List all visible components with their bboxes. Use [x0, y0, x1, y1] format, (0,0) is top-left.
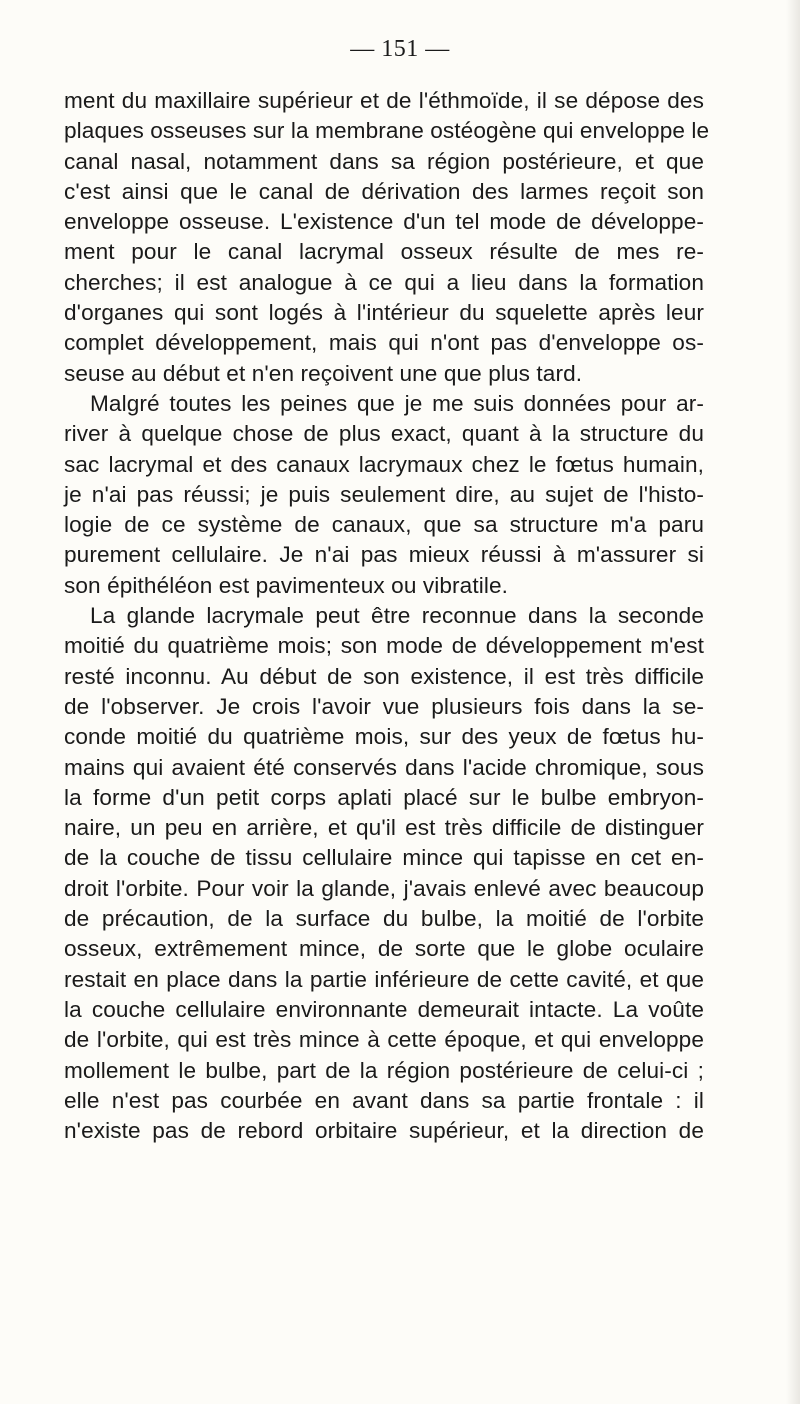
text-line: resté inconnu. Au début de son existence, il est très difficile	[64, 663, 704, 689]
text-line: je n'ai pas réussi; je puis seulement dire, au sujet de l'histo-	[64, 481, 704, 507]
text-line: complet développement, mais qui n'ont pas d'enveloppe os-	[64, 330, 704, 356]
text-line: droit l'orbite. Pour voir la glande, j'avais enlevé avec beaucoup	[64, 875, 704, 901]
text-line: La glande lacrymale peut être reconnue dans la seconde	[90, 603, 704, 629]
body-text	[64, 86, 710, 1146]
page-number: — 151 —	[350, 36, 450, 62]
text-line: purement cellulaire. Je n'ai pas mieux réussi à m'assurer si	[64, 542, 704, 568]
text-line: naire, un peu en arrière, et qu'il est très difficile de distinguer	[64, 815, 704, 841]
text-line: plaques osseuses sur la membrane ostéogène qui enveloppe le	[64, 118, 710, 144]
text-line: d'organes qui sont logés à l'intérieur du squelette après leur	[64, 300, 704, 326]
text-line: elle n'est pas courbée en avant dans sa partie frontale : il	[64, 1087, 704, 1113]
text-line: mollement le bulbe, part de la région postérieure de celui-ci ;	[64, 1057, 704, 1083]
text-line: enveloppe osseuse. L'existence d'un tel mode de développe-	[64, 209, 704, 235]
text-line: de l'observer. Je crois l'avoir vue plusieurs fois dans la se-	[64, 693, 704, 719]
text-line: canal nasal, notamment dans sa région postérieure, et que	[64, 148, 704, 174]
text-line: la couche cellulaire environnante demeurait intacte. La voûte	[64, 996, 704, 1022]
text-line: logie de ce système de canaux, que sa structure m'a paru	[64, 512, 704, 538]
text-line: n'existe pas de rebord orbitaire supérieur, et la direction de	[64, 1118, 704, 1144]
text-line: c'est ainsi que le canal de dérivation des larmes reçoit son	[64, 178, 704, 204]
text-line: seuse au début et n'en reçoivent une que plus tard.	[64, 360, 583, 386]
text-line: sac lacrymal et des canaux lacrymaux chez le fœtus humain,	[64, 451, 704, 477]
text-line: ment du maxillaire supérieur et de l'éthmoïde, il se dépose des	[64, 88, 704, 113]
text-line: cherches; il est analogue à ce qui a lieu dans la formation	[64, 269, 704, 295]
text-line: restait en place dans la partie inférieure de cette cavité, et que	[64, 966, 704, 992]
text-line: de la couche de tissu cellulaire mince qui tapisse en cet en-	[64, 845, 704, 871]
text-line: mains qui avaient été conservés dans l'acide chromique, sous	[64, 754, 704, 780]
text-line: Malgré toutes les peines que je me suis données pour ar-	[90, 390, 704, 416]
text-line: moitié du quatrième mois; son mode de développement m'est	[64, 633, 704, 659]
text-line: de précaution, de la surface du bulbe, la moitié de l'orbite	[64, 906, 704, 932]
text-line: ment pour le canal lacrymal osseux résulte de mes re-	[64, 239, 704, 265]
text-line: de l'orbite, qui est très mince à cette époque, et qui enveloppe	[64, 1027, 704, 1053]
text-line: la forme d'un petit corps aplati placé sur le bulbe embryon-	[64, 784, 704, 810]
text-line: son épithéléon est pavimenteux ou vibratile.	[64, 572, 508, 598]
text-line: osseux, extrêmement mince, de sorte que le globe oculaire	[64, 936, 704, 962]
text-line: conde moitié du quatrième mois, sur des yeux de fœtus hu-	[64, 724, 704, 750]
page-edge-shadow	[786, 0, 800, 1404]
text-line: river à quelque chose de plus exact, quant à la structure du	[64, 421, 704, 447]
